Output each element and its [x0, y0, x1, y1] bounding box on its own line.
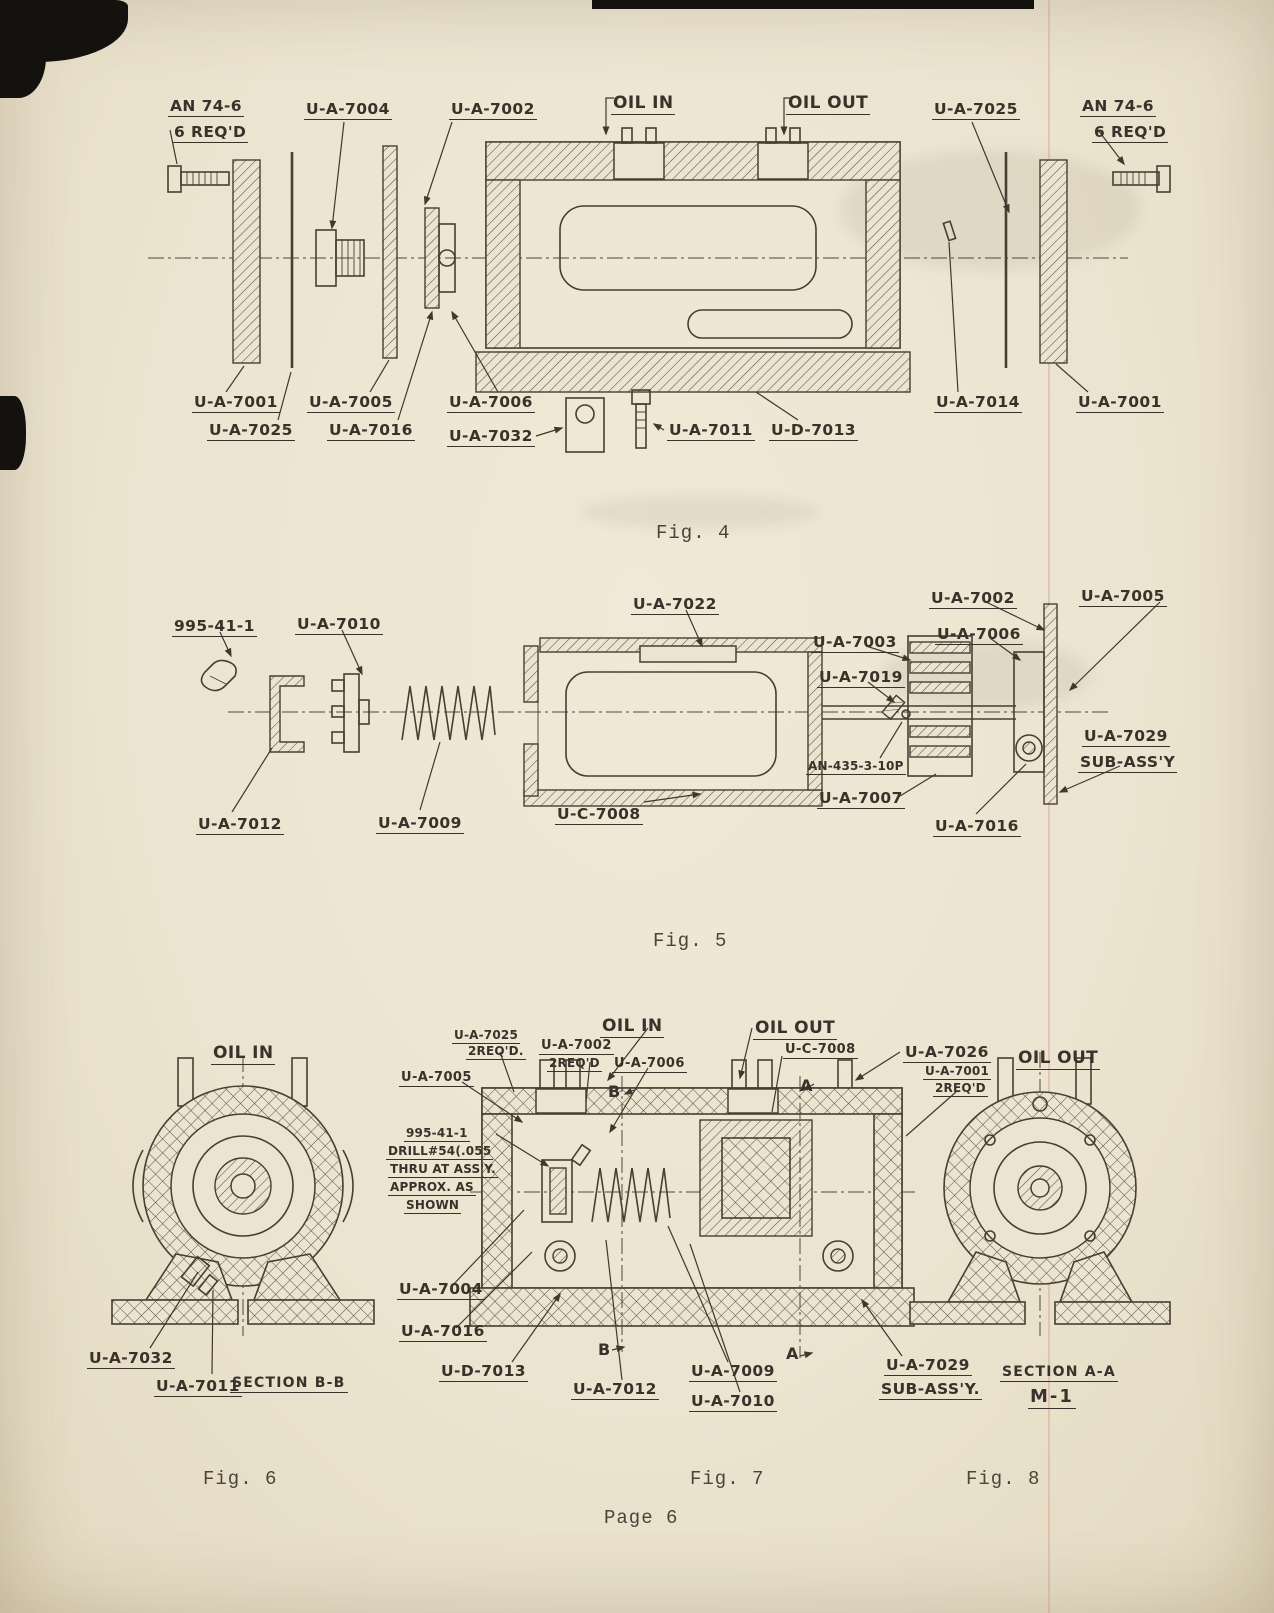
- part-label-ua7006: U-A-7006: [449, 393, 533, 411]
- part-label-ua7011-fig6: U-A-7011: [156, 1377, 240, 1395]
- part-label-ua7016-fig5: U-A-7016: [935, 817, 1019, 835]
- part-label-ua7002-fig5: U-A-7002: [931, 589, 1015, 607]
- part-label-995-41-1: 995-41-1: [174, 617, 255, 635]
- part-label-ud7013-fig7: U-D-7013: [441, 1362, 526, 1380]
- part-label-ua7032: U-A-7032: [449, 427, 533, 445]
- part-label-ua7025-fig7: U-A-7025: [454, 1028, 518, 1042]
- part-label-ua7012-fig7: U-A-7012: [573, 1380, 657, 1398]
- part-label-an435: AN-435-3-10P: [808, 759, 904, 773]
- part-label-ud7013: U-D-7013: [771, 421, 856, 439]
- part-label-ua7004-fig7: U-A-7004: [399, 1280, 483, 1298]
- part-label-ua7025-bottom: U-A-7025: [209, 421, 293, 439]
- part-label-an74-6-left-qty: 6 REQ'D: [174, 123, 247, 141]
- part-label-ua7029-subassy-fig7: SUB-ASS'Y.: [881, 1380, 980, 1398]
- section-marker-a-top: A: [800, 1076, 813, 1095]
- part-label-ua7005: U-A-7005: [309, 393, 393, 411]
- oil-in-label-fig7: OIL IN: [602, 1016, 663, 1036]
- drill-note-line1: 995-41-1: [406, 1126, 468, 1140]
- part-label-ua7001-right: U-A-7001: [1078, 393, 1162, 411]
- section-marker-b-bottom: B: [598, 1340, 611, 1359]
- part-label-ua7002: U-A-7002: [451, 100, 535, 118]
- section-marker-a-bottom: A: [786, 1344, 799, 1363]
- part-label-an74-6-right-qty: 6 REQ'D: [1094, 123, 1167, 141]
- fig6-drawing: [112, 1056, 374, 1374]
- part-label-ua7005-fig5: U-A-7005: [1081, 587, 1165, 605]
- fig7-drawing: [452, 1028, 956, 1392]
- fig6-caption: Fig. 6: [203, 1468, 278, 1490]
- part-label-ua7006-fig7: U-A-7006: [614, 1056, 685, 1071]
- part-label-ua7016: U-A-7016: [329, 421, 413, 439]
- part-label-uc7008-fig5: U-C-7008: [557, 805, 641, 823]
- part-label-ua7010-fig7: U-A-7010: [691, 1392, 775, 1410]
- part-label-ua7005-fig7: U-A-7005: [401, 1070, 472, 1085]
- part-label-ua7001-fig7: U-A-7001: [925, 1064, 989, 1078]
- drill-note-line2: DRILL#54(.055: [388, 1144, 492, 1158]
- section-aa-label: SECTION A-A: [1002, 1364, 1116, 1380]
- section-bb-label: SECTION B-B: [232, 1375, 346, 1391]
- part-label-ua7006-fig5: U-A-7006: [937, 625, 1021, 643]
- part-label-ua7029-fig7: U-A-7029: [886, 1356, 970, 1374]
- fig5-caption: Fig. 5: [653, 930, 728, 952]
- part-label-ua7001-qty-fig7: 2REQ'D: [935, 1081, 986, 1095]
- part-label-uc7008-fig7: U-C-7008: [785, 1042, 856, 1057]
- part-label-ua7011: U-A-7011: [669, 421, 753, 439]
- part-label-ua7002-fig7: U-A-7002: [541, 1038, 612, 1053]
- part-label-ua7019: U-A-7019: [819, 668, 903, 686]
- part-label-an74-6-left: AN 74-6: [170, 97, 242, 115]
- part-label-ua7007: U-A-7007: [819, 789, 903, 807]
- part-label-ua7029-subassy-fig5: SUB-ASS'Y: [1080, 753, 1176, 771]
- drill-note-line4: APPROX. AS: [390, 1180, 474, 1194]
- part-label-ua7025-top: U-A-7025: [934, 100, 1018, 118]
- drill-note-line3: THRU AT ASS'Y.: [390, 1162, 496, 1176]
- fig8-caption: Fig. 8: [966, 1468, 1041, 1490]
- part-label-ua7004: U-A-7004: [306, 100, 390, 118]
- part-label-ua7026: U-A-7026: [905, 1043, 989, 1061]
- page-number: Page 6: [604, 1507, 679, 1529]
- part-label-ua7016-fig7: U-A-7016: [401, 1322, 485, 1340]
- oil-in-label-fig6: OIL IN: [213, 1043, 274, 1063]
- part-label-ua7014: U-A-7014: [936, 393, 1020, 411]
- oil-out-label-fig7: OIL OUT: [755, 1018, 836, 1038]
- part-label-ua7010: U-A-7010: [297, 615, 381, 633]
- section-marker-b-top: B: [608, 1082, 621, 1101]
- part-label-ua7022: U-A-7022: [633, 595, 717, 613]
- part-label-ua7029-fig5: U-A-7029: [1084, 727, 1168, 745]
- part-label-ua7001-left: U-A-7001: [194, 393, 278, 411]
- part-label-ua7012-fig5: U-A-7012: [198, 815, 282, 833]
- part-label-ua7009-fig5: U-A-7009: [378, 814, 462, 832]
- fig7-caption: Fig. 7: [690, 1468, 765, 1490]
- oil-out-label-fig4: OIL OUT: [788, 93, 869, 113]
- fig4-caption: Fig. 4: [656, 522, 731, 544]
- part-label-ua7032-fig6: U-A-7032: [89, 1349, 173, 1367]
- part-label-ua7009-fig7: U-A-7009: [691, 1362, 775, 1380]
- part-label-ua7002-qty-fig7: 2REQ'D: [549, 1056, 600, 1070]
- oil-out-label-fig8: OIL OUT: [1018, 1048, 1099, 1068]
- part-label-ua7003: U-A-7003: [813, 633, 897, 651]
- part-label-ua7025-qty-fig7: 2REQ'D.: [468, 1044, 524, 1058]
- oil-in-label-fig4: OIL IN: [613, 93, 674, 113]
- drill-note-line5: SHOWN: [406, 1198, 460, 1212]
- part-label-an74-6-right: AN 74-6: [1082, 97, 1154, 115]
- m1-label: M-1: [1030, 1386, 1074, 1407]
